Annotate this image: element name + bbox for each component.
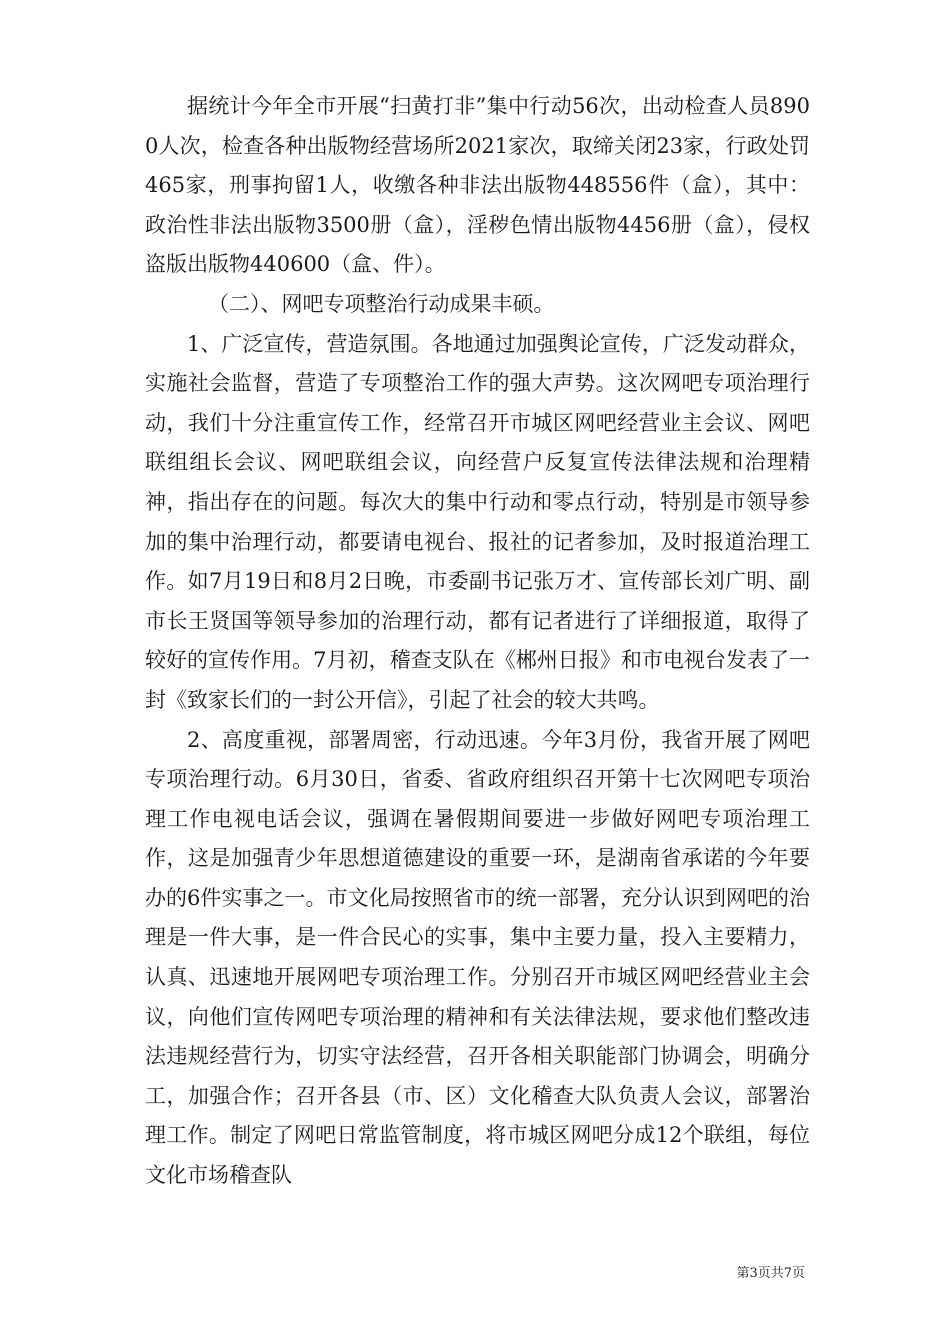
paragraph-statistics: 据统计今年全市开展“扫黄打非”集中行动56次，出动检查人员8900人次，检查各种出版物经营场所2021家次，取缔关闭23家，行政处罚465家，刑事拘留1人，收缴各种非法出版物448556件（盒），其中：政治性非法出版物3500册（盒），淫秽色情出版物4456册（盒），侵权盗版出版物440600（盒、件）。 (145, 94, 810, 277)
paragraph-deployment: 2、高度重视，部署周密，行动迅速。今年3月份，我省开展了网吧专项治理行动。6月30日，省委、省政府组织召开第十七次网吧专项治理工作电视电话会议，强调在暑假期间要进一步做好网吧专项治理工作，这是加强青少年思想道德建设的重要一环，是湖南省承诺的今年要办的6件实事之一。市文化局按照省市的统一部署，充分认识到网吧的治理是一件大事，是一件合民心的实事，集中主要力量，投入主要精力，认真、迅速地开展网吧专项治理工作。分别召开市城区网吧经营业主会议，向他们宣传网吧专项治理的精神和有关法律法规，要求他们整改违法违规经营行为，切实守法经营，召开各相关职能部门协调会，明确分工，加强合作；召开各县（市、区）文化稽查大队负责人会议，部署治理工作。制定了网吧日常监管制度，将市城区网吧分成12个联组，每位文化市场稽查队 (145, 727, 810, 1188)
document-body (145, 87, 810, 1196)
paragraph-publicity: 1、广泛宣传，营造氛围。各地通过加强舆论宣传，广泛发动群众，实施社会监督，营造了专项整治工作的强大声势。这次网吧专项治理行动，我们十分注重宣传工作，经常召开市城区网吧经营业主会议、网吧联组组长会议、网吧联组会议，向经营户反复宣传法律法规和治理精神，指出存在的问题。每次大的集中行动和零点行动，特别是市领导参加的集中治理行动，都要请电视台、报社的记者参加，及时报道治理工作。如7月19日和8月2日晚，市委副书记张万才、宣传部长刘广明、副市长王贤国等领导参加的治理行动，都有记者进行了详细报道，取得了较好的宣传作用。7月初，稽查支队在《郴州日报》和市电视台发表了一封《致家长们的一封公开信》，引起了社会的较大共鸣。 (145, 331, 810, 712)
page-number: 第3页共7页 (736, 1266, 805, 1281)
section-heading: （二）、网吧专项整治行动成果丰硕。 (208, 291, 555, 316)
